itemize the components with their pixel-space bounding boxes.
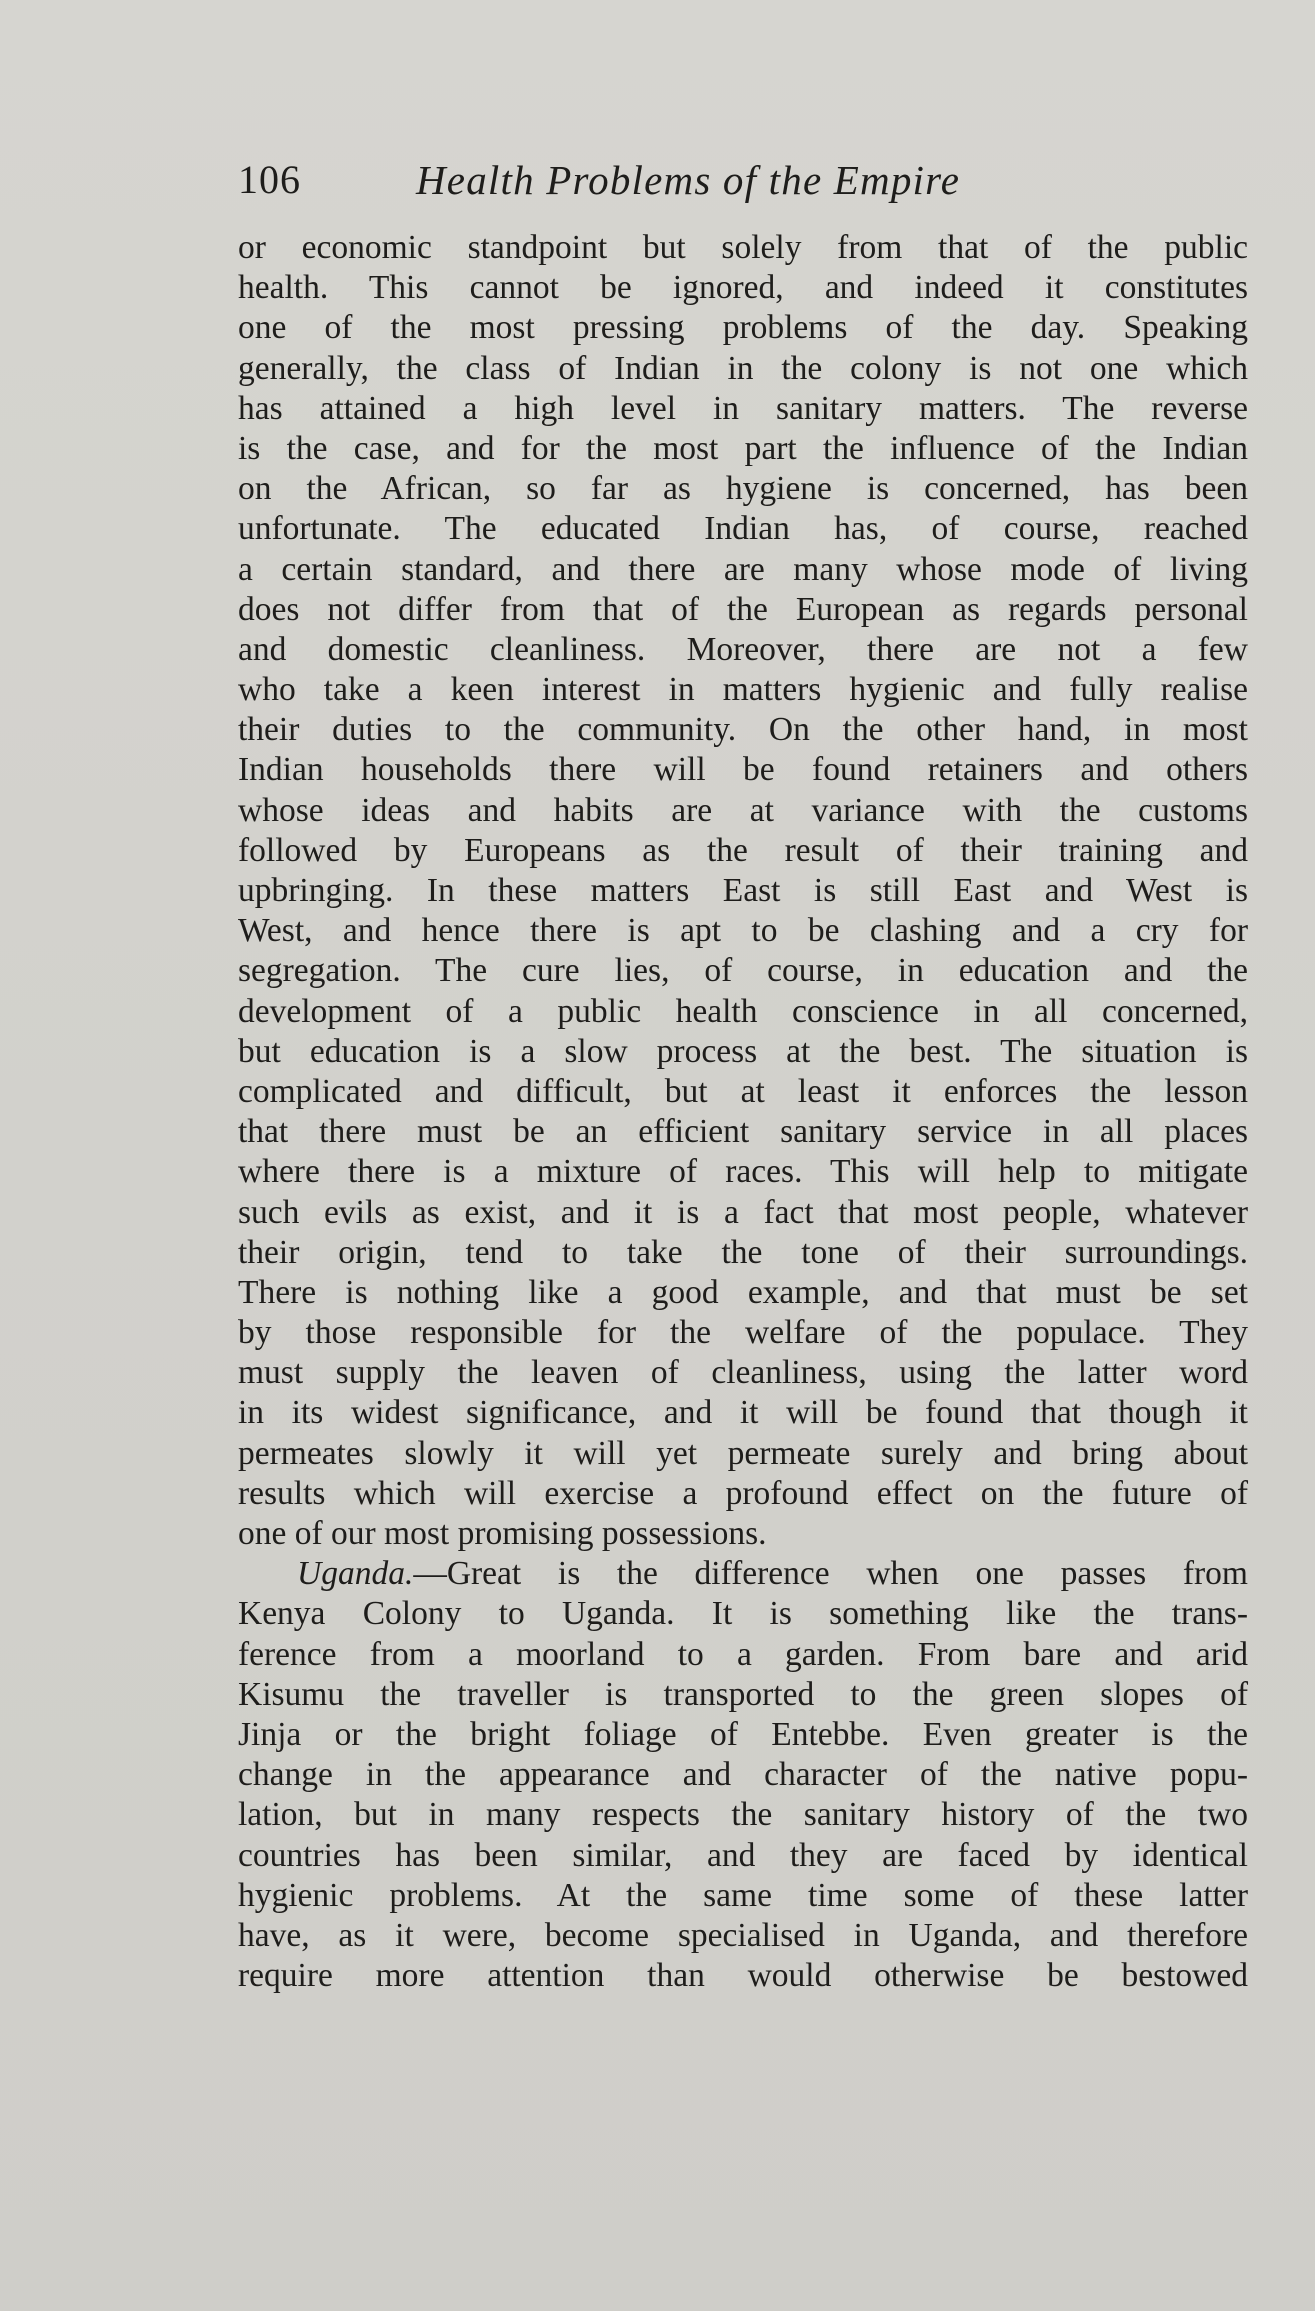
text-line: and domestic cleanliness. Moreover, there are not a few <box>238 630 1248 668</box>
text-line: require more attention than would otherwise be bestowed <box>238 1957 1248 1995</box>
text-line: who take a keen interest in matters hygienic and fully realise <box>238 671 1248 709</box>
text-line: or economic standpoint but solely from that of the public <box>238 229 1248 266</box>
section-first-line-text: —Great is the difference when one passes from <box>413 1555 1248 1593</box>
text-line: does not differ from that of the European as regards personal <box>238 590 1248 628</box>
text-line: health. This cannot be ignored, and indeed it constitutes <box>238 269 1248 307</box>
page-number: 106 <box>238 157 301 202</box>
text-line: their origin, tend to take the tone of their surroundings. <box>238 1233 1248 1271</box>
text-line: hygienic problems. At the same time some of these latter <box>238 1876 1248 1914</box>
text-line: upbringing. In these matters East is still East and West is <box>238 872 1248 909</box>
text-line: Indian households there will be found retainers and others <box>238 751 1248 789</box>
text-line: Kenya Colony to Uganda. It is something like the trans- <box>238 1595 1248 1633</box>
text-line: countries has been similar, and they are faced by identical <box>238 1836 1248 1874</box>
text-line: must supply the leaven of cleanliness, using the latter word <box>238 1354 1248 1392</box>
text-line: change in the appearance and character of the native popu- <box>238 1756 1248 1794</box>
text-line: lation, but in many respects the sanitary history of the two <box>238 1796 1248 1834</box>
text-line: on the African, so far as hygiene is concerned, has been <box>238 470 1248 508</box>
section-heading: Uganda. <box>297 1555 414 1593</box>
text-line: development of a public health conscience in all concerned, <box>238 992 1248 1030</box>
text-line: results which will exercise a profound effect on the future of <box>238 1474 1248 1512</box>
text-line: is the case, and for the most part the influence of the Indian <box>238 429 1248 467</box>
section-first-line <box>238 1554 1248 1594</box>
text-line: unfortunate. The educated Indian has, of course, reached <box>238 510 1248 548</box>
text-line: have, as it were, become specialised in Uganda, and therefore <box>238 1916 1248 1954</box>
text-line: whose ideas and habits are at variance with the customs <box>238 791 1248 829</box>
text-line: their duties to the community. On the other hand, in most <box>238 711 1248 749</box>
text-line: There is nothing like a good example, and that must be set <box>238 1273 1248 1311</box>
text-line: segregation. The cure lies, of course, in education and the <box>238 952 1248 990</box>
text-line: followed by Europeans as the result of their training and <box>238 831 1248 869</box>
text-line: Jinja or the bright foliage of Entebbe. Even greater is the <box>238 1715 1248 1753</box>
text-line: in its widest significance, and it will be found that though it <box>238 1394 1248 1432</box>
text-line: Kisumu the traveller is transported to the green slopes of <box>238 1675 1248 1713</box>
text-line: that there must be an efficient sanitary service in all places <box>238 1113 1248 1151</box>
text-line: one of the most pressing problems of the day. Speaking <box>238 309 1248 347</box>
text-line: one of our most promising possessions. <box>238 1515 767 1552</box>
text-line: a certain standard, and there are many whose mode of living <box>238 550 1248 588</box>
text-line: West, and hence there is apt to be clashing and a cry for <box>238 912 1248 950</box>
running-title: Health Problems of the Empire <box>416 157 961 203</box>
text-line: by those responsible for the welfare of the populace. They <box>238 1314 1248 1352</box>
body-text <box>238 228 1248 1996</box>
text-line: ference from a moorland to a garden. From bare and arid <box>238 1635 1248 1673</box>
running-head <box>238 150 1068 210</box>
text-line: has attained a high level in sanitary matters. The reverse <box>238 389 1248 427</box>
text-line: complicated and difficult, but at least it enforces the lesson <box>238 1072 1248 1110</box>
text-line: such evils as exist, and it is a fact that most people, whatever <box>238 1193 1248 1231</box>
text-line: but education is a slow process at the best. The situation is <box>238 1032 1248 1070</box>
text-line: generally, the class of Indian in the colony is not one which <box>238 349 1248 387</box>
text-line: where there is a mixture of races. This will help to mitigate <box>238 1153 1248 1191</box>
text-line: permeates slowly it will yet permeate surely and bring about <box>238 1434 1248 1472</box>
